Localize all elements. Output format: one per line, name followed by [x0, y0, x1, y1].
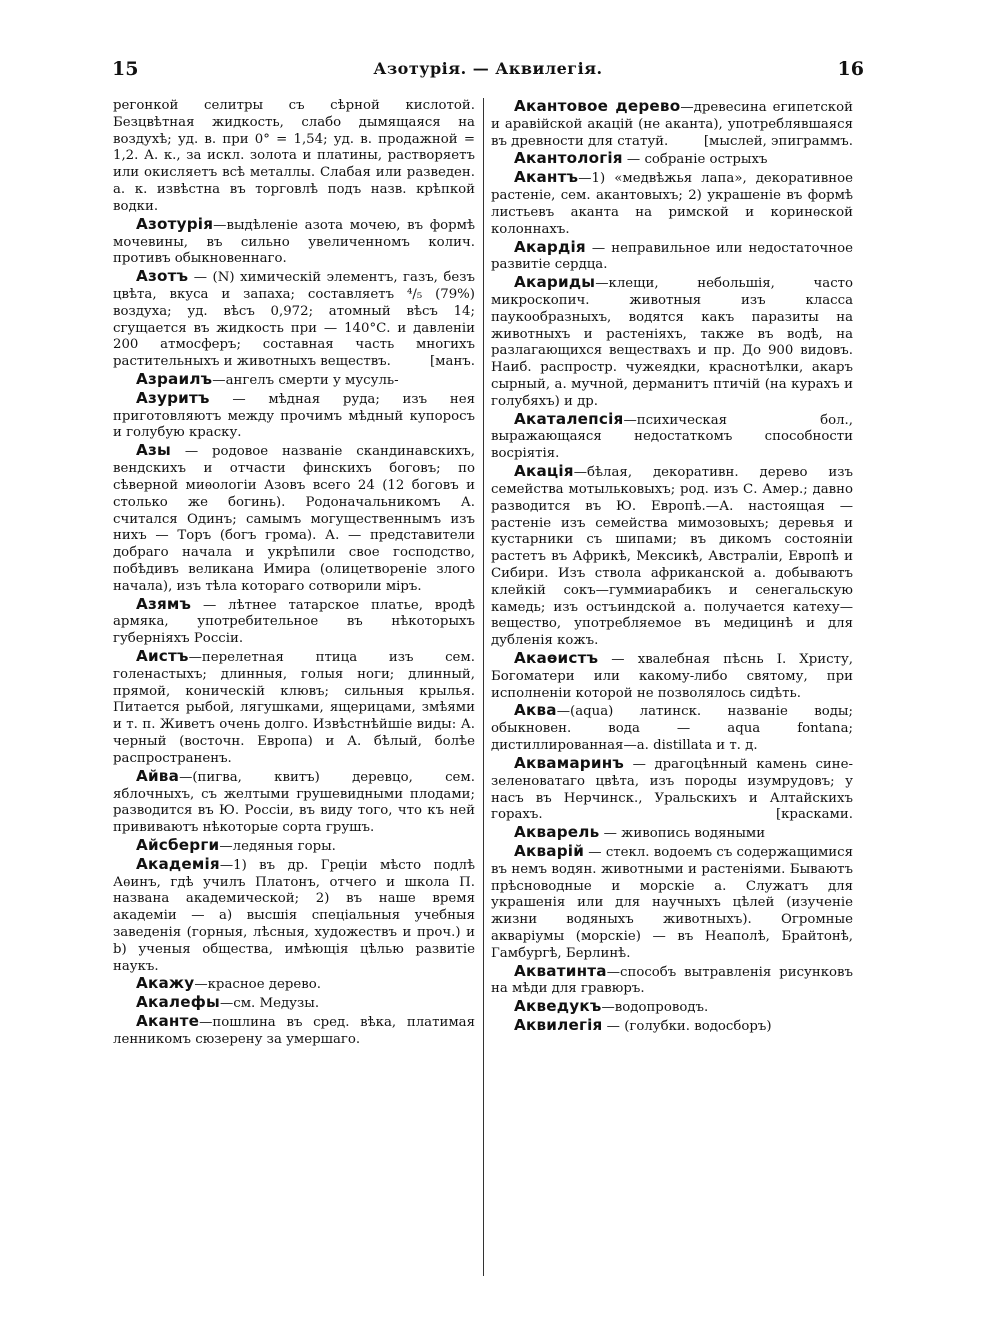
headword: Акація — [514, 462, 574, 481]
headword: Азямъ — [136, 594, 192, 613]
right-column — [491, 98, 853, 1278]
entry-aiva: Айва—(пигва, квитъ) деревцо, сем. яблочныхъ, съ желтыми грушевидными плодами; разводится въ Ю. Россіи, въ виду того, что къ ней прививаютъ нѣкоторые сорта грушъ. — [113, 766, 475, 836]
headword: Азотъ — [136, 267, 189, 286]
entry-akademia: Академія—1) въ др. Греціи мѣсто подлѣ Аѳинъ, гдѣ училъ Платонъ, отчего и школа П. названа академической; 2) въ наше время академіи — а) высшія спеціальныя учебныя заведенія (горныя, лѣсныя, художествъ и проч.) и b) ученыя общества, имѣющія цѣлью развитіе наукъ. — [113, 854, 475, 974]
headword: Акватинта — [514, 961, 607, 980]
headword: Аканте — [136, 1012, 200, 1031]
entry-akantovoe-derevo: Акантовое дерево—древесина египетской и аравійской акацій (не аканта), употреблявшаяся въ древности для статуй. — [491, 98, 853, 149]
entry-tail-line: [манъ. — [429, 354, 475, 370]
headword: Азуритъ — [136, 388, 210, 407]
headword: Аквамаринъ — [514, 753, 625, 772]
entry-akazhu: Акажу—красное дерево. — [136, 974, 321, 993]
entry-continuation: регонкой селитры съ сѣрной кислотой. Безцвѣтная жидкость, слабо дымящаяся на воздухѣ; уд. в. при 0° = 1,54; уд. в. продажной = 1,2. А. к., за искл. золота и платины, растворяетъ или окисляетъ всѣ металлы. Слабая или разведен. а. к. извѣстна въ торговлѣ подъ назв. крѣпкой водки. — [113, 98, 475, 214]
entry-azyam: Азямъ — лѣтнее татарское платье, вродѣ армяка, употребительное въ нѣкоторыхъ губерніяхъ Россіи. — [113, 594, 475, 647]
entry-azoturia: Азотурія—выдѣленіе азота мочею, въ формѣ мочевины, въ сильно увеличенномъ колич. противъ обыкновеннаго. — [113, 214, 475, 267]
headword: Айсберги — [136, 835, 220, 854]
entry-akvarii: Акварій — стекл. водоемъ съ содержащимися въ немъ водян. животными и растеніями. Бываютъ прѣсноводные и морскіе а. Служатъ для украшенія или для научныхъ цѣлей (изученіе жизни водяныхъ животныхъ). Огромные акваріумы (морскіе) — въ Неаполѣ, Брайтонѣ, Гамбургѣ, Берлинѣ. — [491, 841, 853, 961]
entry-tail-line: [красками. — [775, 807, 853, 823]
headword: Акаѳистъ — [514, 649, 599, 667]
column-rule — [483, 98, 484, 1276]
entry-akvatinta: Акватинта—способъ вытравленія рисунковъ на мѣди для гравюръ. — [491, 961, 853, 997]
entry-akacia: Акація—бѣлая, декоративн. дерево изъ семейства мотыльковыхъ; род. изъ С. Амер.; давно разводится въ Ю. Европѣ.—А. настоящая — растеніе изъ семейства мимозовыхъ; деревья и кустарники съ шипами; въ дикомъ состояніи растетъ въ Африкѣ, Мексикѣ, Австраліи, Европѣ и Сибири. Изъ ствола африканской а. добываютъ клейкій сокъ—гуммиарабикъ и сенегальскую камедь; изъ остъиндской а. получается катеху—вещество, употребляемое въ медицинѣ и для дубленія кожъ. — [491, 462, 853, 649]
headword: Айва — [136, 766, 180, 785]
entry-akante: Аканте—пошлина въ сред. вѣка, платимая ленникомъ сюзерену за умершаго. — [113, 1012, 475, 1047]
headword: Акалефы — [136, 993, 220, 1012]
page-header — [112, 58, 864, 84]
headword: Акведукъ — [514, 997, 602, 1016]
headword: Акантъ — [514, 168, 579, 187]
entry-akva: Аква—(aqua) латинск. названіе воды; обыкновен. вода — aqua fontana; дистиллированная—a. distillata и т. д. — [491, 701, 853, 754]
headword: Акантовое дерево — [514, 98, 681, 115]
headword: Акардія — [514, 237, 586, 256]
entry-akvamarin: Аквамаринъ — драгоцѣнный камень сине-зеленоватаго цвѣта, изъ породы изумрудовъ; у насъ въ Нерчинск., Уральскихъ и Алтайскихъ горахъ. — [491, 753, 853, 823]
headword: Аквилегія — [514, 1016, 603, 1035]
headword: Акантологія — [514, 149, 623, 168]
entry-azot: Азотъ — (N) химическій элементъ, газъ, безъ цвѣта, вкуса и запаха; составляетъ ⁴/₅ (79%) воздуха; уд. вѣсъ 0,972; атомный вѣсъ 14; сгущается въ жидкость при — 140°С. и давленіи 200 атмосферъ; составная часть многихъ растительныхъ и животныхъ веществъ. — [113, 267, 475, 370]
entry-akvilegia: Аквилегія — (голубки. водосборъ) — [514, 1016, 772, 1035]
left-column — [113, 98, 475, 1278]
headword: Аистъ — [136, 647, 189, 665]
headword: Академія — [136, 854, 220, 873]
headword: Акварель — [514, 823, 600, 842]
entry-akveduk: Акведукъ—водопроводъ. — [514, 997, 709, 1016]
entry-azy: Азы — родовое названіе скандинавскихъ, вендскихъ и отчасти финскихъ боговъ; по сѣверной миѳологіи Азовъ всего 24 (12 боговъ и столько же богинь). Родоначальникомъ А. считался Одинъ; самымъ могущественнымъ изъ нихъ — Торъ (богъ грома). А. — представители добраго начала и укрѣпили свое господство, побѣдивъ великана Имира (олицетвореніе злого начала), изъ тѣла котораго сотворили міръ. — [113, 441, 475, 594]
entry-azrail: Азраилъ—ангелъ смерти у мусуль- — [136, 370, 399, 388]
headword: Аква — [514, 701, 557, 720]
entry-akaridy: Акариды—клещи, небольшія, часто микроскопич. животныя изъ класса паукообразныхъ, водятся какъ паразиты на животныхъ и растеніяхъ, также въ водѣ, на разлагающихся веществахъ и пр. До 900 видовъ. Наиб. распростр. чужеядки, краснотѣлки, акаръ сырный, а. мучной, дерманитъ птичій (на курахъ и голубяхъ) и др. — [491, 273, 853, 409]
entry-akant: Акантъ—1) «медвѣжья лапа», декоративное растеніе, сем. акантовыхъ; 2) украшеніе въ формѣ листьевъ аканта на римской и коринѳской колоннахъ. — [491, 168, 853, 237]
headword: Акажу — [136, 974, 195, 993]
entry-akatalepsia: Акаталепсія—психическая бол., выражающаяся недостаткомъ способности восріятія. — [491, 409, 853, 462]
headword: Азотурія — [136, 214, 214, 233]
entry-tail-line: [мыслей, эпиграммъ. — [703, 133, 853, 149]
entry-akantologia: Акантологія — собраніе острыхъ — [514, 149, 768, 168]
running-head: Азотурія. — Аквилегія. — [373, 59, 603, 78]
right-page-number: 16 — [837, 58, 864, 80]
entry-azurit: Азуритъ — мѣдная руда; изъ нея приготовляютъ между прочимъ мѣдный купоросъ и голубую краску. — [113, 388, 475, 441]
headword: Акариды — [514, 273, 596, 292]
headword: Азы — [136, 441, 171, 460]
headword: Акаталепсія — [514, 409, 624, 428]
headword: Азраилъ — [136, 370, 213, 388]
entry-akafist: Акаѳистъ — хвалебная пѣснь I. Христу, Богоматери или какому-либо святому, при исполненіи которой не позволялось сидѣть. — [491, 649, 853, 701]
entry-akalefy: Акалефы—см. Медузы. — [136, 993, 320, 1012]
left-page-number: 15 — [112, 58, 139, 80]
entry-aist: Аистъ—перелетная птица изъ сем. голенастыхъ; длинныя, голыя ноги; длинный, прямой, коническій клювъ; сильныя крылья. Питается рыбой, лягушками, ящерицами, змѣями и т. п. Живетъ очень долго. Извѣстнѣйшіе виды: А. черный (восточн. Европа) и А. бѣлый, болѣе распространенъ. — [113, 647, 475, 766]
entry-akvarel: Акварель — живопись водяными — [514, 823, 766, 842]
entry-akardia: Акардія — неправильное или недостаточное развитіе сердца. — [491, 237, 853, 273]
headword: Акварій — [514, 841, 585, 860]
entry-aisbergi: Айсберги—ледяныя горы. — [136, 835, 336, 854]
